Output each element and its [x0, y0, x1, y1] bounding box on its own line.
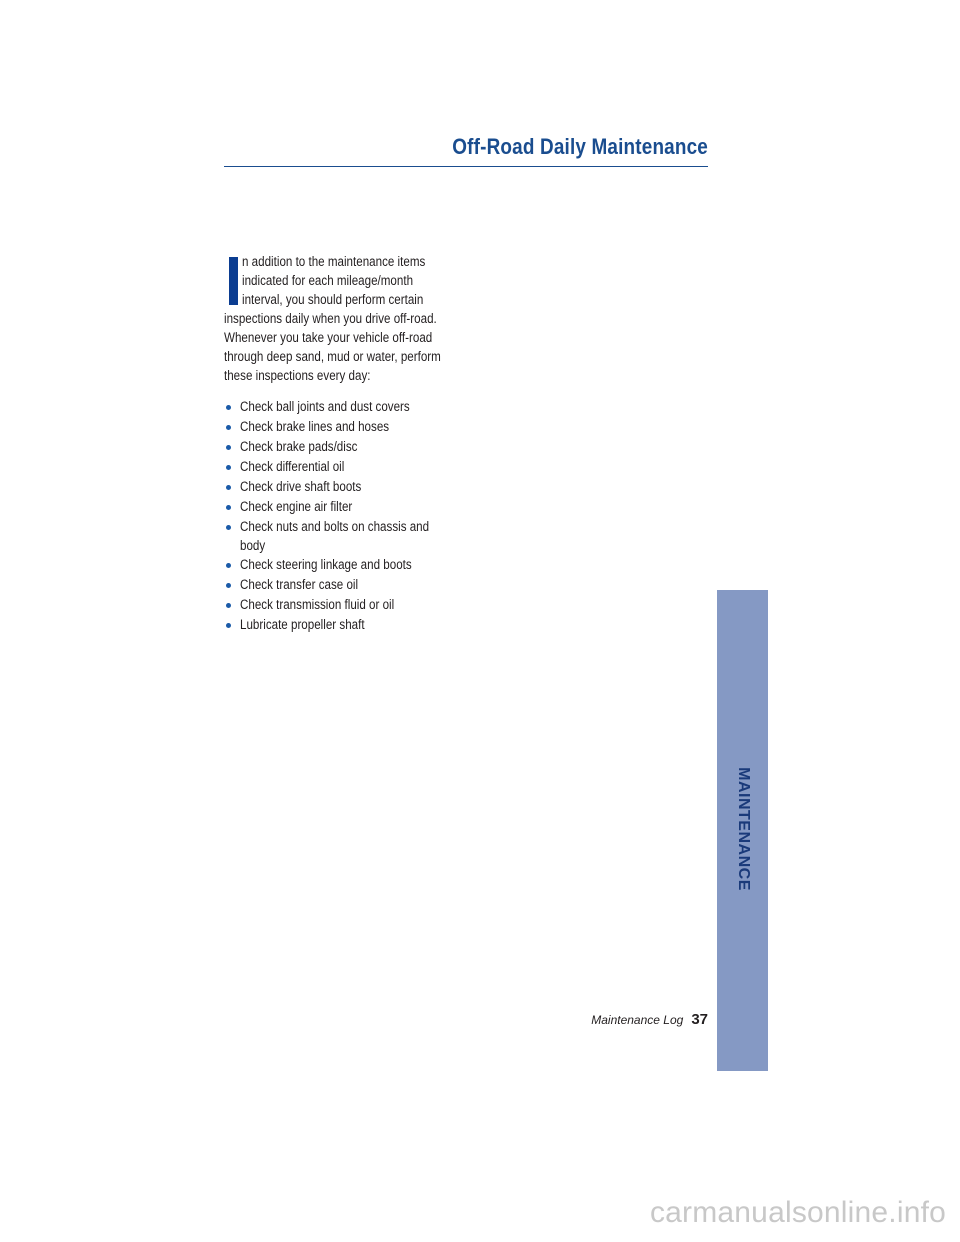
bullet-icon	[226, 465, 231, 470]
list-item: Check steering linkage and boots	[224, 556, 474, 575]
bullet-icon	[226, 583, 231, 588]
intro-line: through deep sand, mud or water, perform	[224, 349, 441, 364]
bullet-icon	[226, 563, 231, 568]
list-item: Check nuts and bolts on chassis and body	[224, 518, 474, 555]
intro-line: Whenever you take your vehicle off-road	[224, 330, 433, 345]
main-content	[224, 252, 474, 636]
page-footer	[591, 1011, 708, 1028]
section-tab-label: MAINTENANCE	[734, 767, 752, 891]
drop-cap-i	[229, 257, 238, 305]
page-title: Off-Road Daily Maintenance	[452, 134, 708, 159]
intro-line: interval, you should perform certain	[242, 292, 424, 307]
checklist	[224, 398, 474, 635]
bullet-icon	[226, 623, 231, 628]
intro-line: these inspections every day:	[224, 368, 371, 383]
bullet-icon	[226, 505, 231, 510]
title-rule	[224, 166, 708, 167]
list-item: Check drive shaft boots	[224, 478, 474, 497]
section-tab[interactable]	[717, 590, 768, 1071]
intro-line: indicated for each mileage/month	[242, 273, 414, 288]
list-item: Check ball joints and dust covers	[224, 398, 474, 417]
list-item: Check transmission fluid or oil	[224, 596, 474, 615]
list-item: Lubricate propeller shaft	[224, 616, 474, 635]
list-item: Check brake pads/disc	[224, 438, 474, 457]
intro-line: inspections daily when you drive off-road.	[224, 311, 437, 326]
bullet-icon	[226, 405, 231, 410]
intro-line: n addition to the maintenance items	[242, 254, 426, 269]
watermark: carmanualsonline.info	[649, 1196, 946, 1229]
footer-section-label: Maintenance Log	[591, 1013, 684, 1027]
intro-paragraph	[224, 252, 474, 385]
list-item: Check engine air filter	[224, 498, 474, 517]
bullet-icon	[226, 425, 231, 430]
list-item: Check brake lines and hoses	[224, 418, 474, 437]
list-item: Check differential oil	[224, 458, 474, 477]
page-number: 37	[691, 1011, 708, 1028]
bullet-icon	[226, 603, 231, 608]
bullet-icon	[226, 445, 231, 450]
bullet-icon	[226, 525, 231, 530]
list-item: Check transfer case oil	[224, 576, 474, 595]
bullet-icon	[226, 485, 231, 490]
